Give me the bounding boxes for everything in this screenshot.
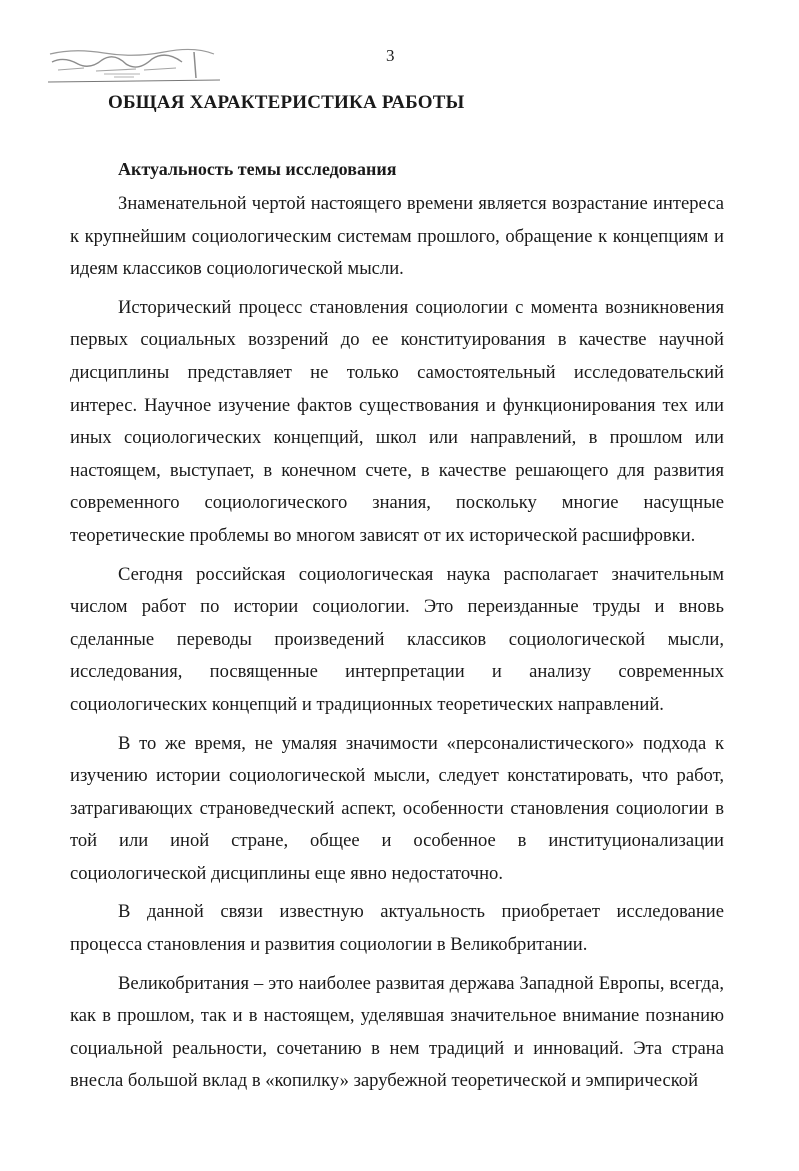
- paragraph: Сегодня российская социологическая наука располагает значительным числом работ по истории социологии. Это переизданные труды и вновь сделанные переводы произведений классиков социологической мысли, исследования, посвященные интерпретации и анализу современных социологических концепций и традиционных теоретических направлений.: [70, 563, 724, 715]
- paragraph: Великобритания – это наиболее развитая держава Западной Европы, всегда, как в прошлом, так и в настоящем, уделявшая значительное внимание познанию социальной реальности, сочетанию в нем традиций и инноваций. Эта страна внесла большой вклад в «копилку» зарубежной теоретической и эмпирической: [70, 972, 724, 1092]
- body-text: [70, 188, 724, 1098]
- paragraph: Исторический процесс становления социологии с момента возникновения первых социальных воззрений до ее конституирования в качестве научной дисциплины представляет не только самостоятельный исследовательский интерес. Научное изучение фактов существования и функционирования тех или иных социологических концепций, школ или направлений, в прошлом или настоящем, выступает, в конечном счете, в качестве решающего для развития современного социологического знания, поскольку многие насущные теоретические проблемы во многом зависят от их исторической расшифровки.: [70, 296, 724, 546]
- section-heading: Актуальность темы исследования: [118, 159, 397, 179]
- library-stamp: [44, 44, 222, 88]
- paragraph: В то же время, не умаляя значимости «персоналистического» подхода к изучению истории социологической мысли, следует констатировать, что работ, затрагивающих страноведческий аспект, особенности становления социологии в той или иной стране, общее и особенное в институционализации социологической дисциплины еще явно недостаточно.: [70, 732, 724, 884]
- page-title: ОБЩАЯ ХАРАКТЕРИСТИКА РАБОТЫ: [108, 92, 465, 113]
- paragraph: Знаменательной чертой настоящего времени является возрастание интереса к крупнейшим социологическим системам прошлого, обращение к концепциям и идеям классиков социологической мысли.: [70, 193, 724, 280]
- page-number: 3: [386, 46, 395, 65]
- paragraph: В данной связи известную актуальность приобретает исследование процесса становления и развития социологии в Великобритании.: [70, 901, 724, 956]
